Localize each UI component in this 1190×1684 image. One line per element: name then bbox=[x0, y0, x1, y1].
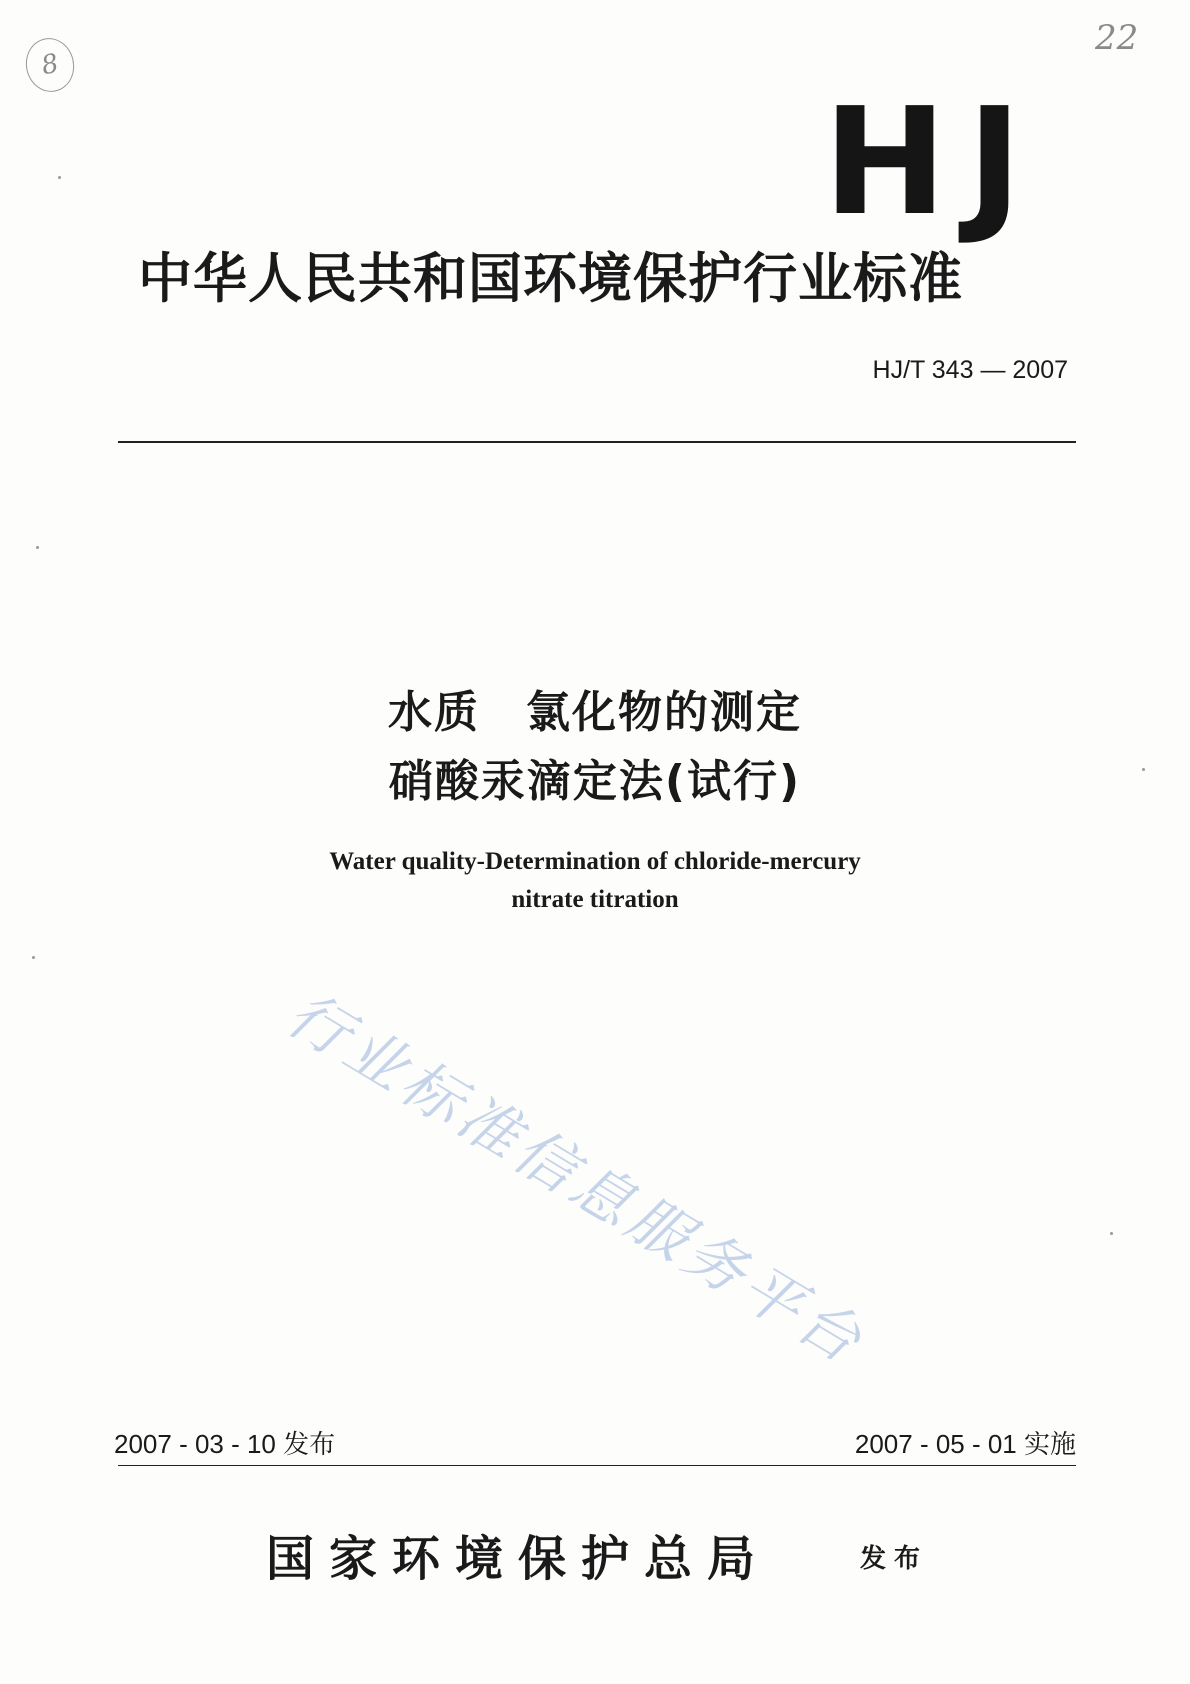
effective-date: 2007 - 05 - 01 实施 bbox=[854, 1429, 1076, 1459]
issuing-authority: 国家环境保护总局 bbox=[266, 1531, 771, 1587]
scan-speck bbox=[58, 176, 61, 179]
scan-speck bbox=[1142, 768, 1145, 771]
watermark: 行业标准信息服务平台 bbox=[275, 979, 878, 1380]
issue-date: 2007 - 03 - 10 发布 bbox=[114, 1429, 336, 1459]
standard-code: HJ/T 343 — 2007 bbox=[872, 356, 1068, 384]
hj-logo: HJ bbox=[823, 76, 1042, 248]
footer-divider bbox=[118, 1465, 1076, 1466]
standard-category-title: 中华人民共和国环境保护行业标准 bbox=[138, 247, 963, 310]
english-title-line-2: nitrate titration bbox=[511, 886, 679, 913]
handwritten-page-number: 22 bbox=[1095, 18, 1139, 58]
scan-speck bbox=[36, 546, 39, 549]
issue-action-label: 发布 bbox=[860, 1544, 929, 1574]
scan-speck bbox=[32, 956, 35, 959]
chinese-title-line-1: 水质 氯化物的测定 bbox=[388, 687, 802, 738]
handwritten-circle-mark bbox=[21, 34, 79, 97]
circle-mark-number: 8 bbox=[38, 48, 62, 82]
scan-speck bbox=[1110, 1232, 1113, 1235]
chinese-title-line-2: 硝酸汞滴定法(试行) bbox=[388, 756, 802, 807]
header-divider bbox=[118, 441, 1076, 443]
english-title-line-1: Water quality-Determination of chloride-mercury bbox=[329, 848, 861, 875]
